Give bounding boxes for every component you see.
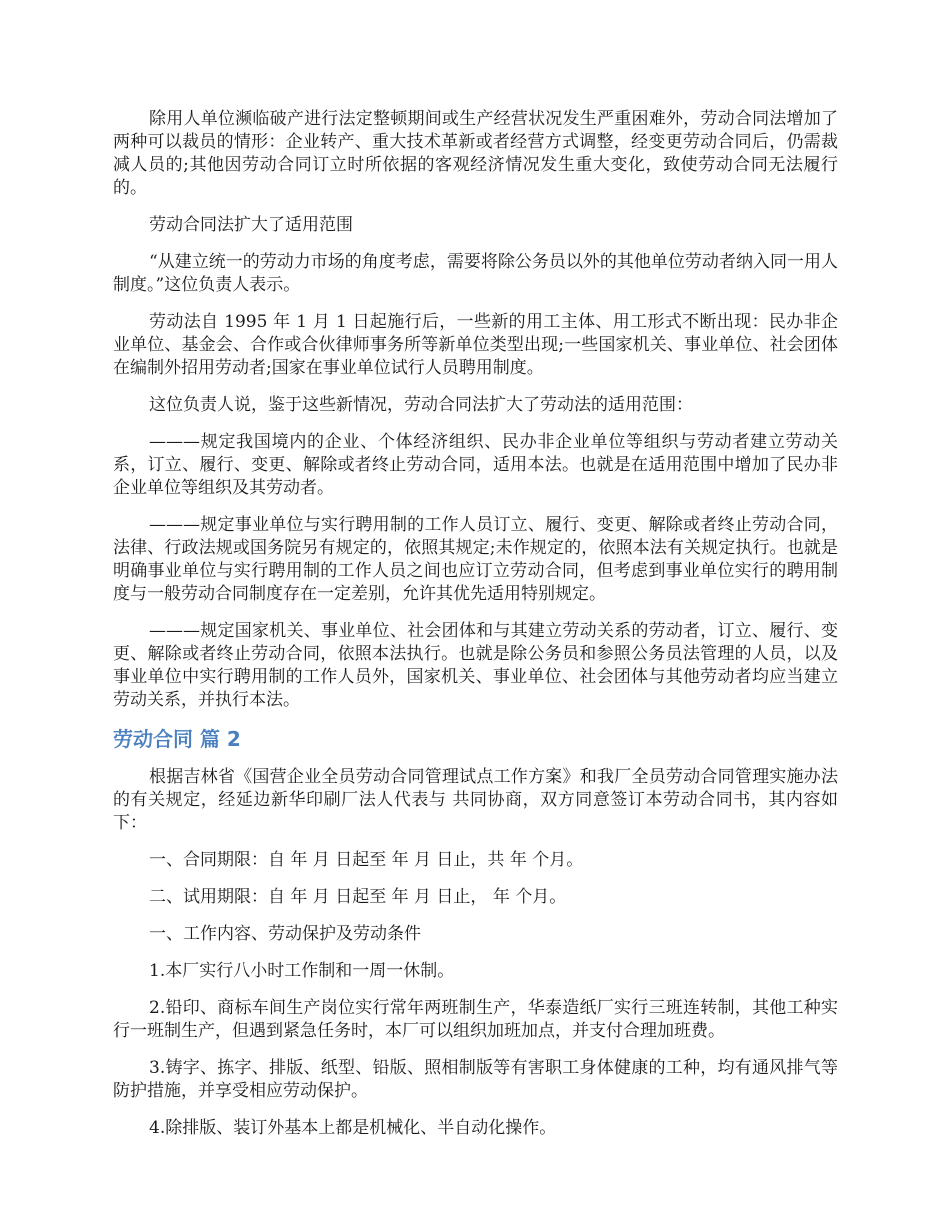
paragraph-scope-expanded: 劳动合同法扩大了适用范围: [149, 215, 353, 235]
paragraph-scope-public-institutions: ———规定事业单位与实行聘用制的工作人员订立、履行、变更、解除或者终止劳动合同，法律、行政法规或国务院另有规定的，依照其规定;未作规定的，依照本法有关规定执行。也就是明确事业单位与实行聘用制的工作人员之间也应订立劳动合同，但考虑到事业单位实行的聘用制度与一般劳动合同制度存在一定差别，允许其优先适用特别规定。: [113, 515, 838, 604]
paragraph-layoff-conditions: 除用人单位濒临破产进行法定整顿期间或生产经营状况发生严重困难外，劳动合同法增加了两种可以裁员的情形：企业转产、重大技术革新或者经营方式调整，经变更劳动合同后，仍需裁减人员的;其他因劳动合同订立时所依据的客观经济情况发生重大变化，致使劳动合同无法履行的。: [113, 109, 838, 198]
paragraph-labor-law-history: 劳动法自 1995 年 1 月 1 日起施行后，一些新的用工主体、用工形式不断出现：民办非企业单位、基金会、合作或合伙律师事务所等新单位类型出现;一些国家机关、事业单位、社会团体在编制外招用劳动者;国家在事业单位试行人员聘用制度。: [113, 312, 838, 378]
paragraph-item-4: 4.除排版、装订外基本上都是机械化、半自动化操作。: [149, 1118, 557, 1138]
paragraph-official-quote: “从建立统一的劳动力市场的角度考虑，需要将除公务员以外的其他单位劳动者纳入同一用人制度。”这位负责人表示。: [113, 252, 838, 295]
section-heading: 劳动合同 篇 2: [113, 727, 241, 751]
paragraph-probation-term: 二、试用期限：自 年 月 日起至 年 月 日止， 年 个月。: [149, 887, 567, 907]
paragraph-item-1: 1.本厂实行八小时工作制和一周一休制。: [149, 961, 455, 981]
paragraph-contract-intro: 根据吉林省《国营企业全员劳动合同管理试点工作方案》和我厂全员劳动合同管理实施办法的有关规定，经延边新华印刷厂法人代表与 共同协商，双方同意签订本劳动合同书，其内容如下：: [113, 767, 838, 833]
paragraph-item-3: 3.铸字、拣字、排版、纸型、铅版、照相制版等有害职工身体健康的工种，均有通风排气等防护措施，并享受相应劳动保护。: [113, 1058, 838, 1101]
paragraph-official-statement: 这位负责人说，鉴于这些新情况，劳动合同法扩大了劳动法的适用范围：: [149, 395, 693, 415]
paragraph-contract-term: 一、合同期限：自 年 月 日起至 年 月 日止，共 年 个月。: [149, 850, 584, 870]
paragraph-item-2: 2.铅印、商标车间生产岗位实行常年两班制生产，华泰造纸厂实行三班连转制，其他工种实行一班制生产，但遇到紧急任务时，本厂可以组织加班加点，并支付合理加班费。: [113, 998, 838, 1041]
paragraph-scope-enterprises: ———规定我国境内的企业、个体经济组织、民办非企业单位等组织与劳动者建立劳动关系，订立、履行、变更、解除或者终止劳动合同，适用本法。也就是在适用范围中增加了民办非企业单位等组织及其劳动者。: [113, 432, 838, 498]
paragraph-work-conditions-heading: 一、工作内容、劳动保护及劳动条件: [149, 924, 421, 944]
document-page: [113, 108, 838, 1154]
paragraph-scope-state-organs: ———规定国家机关、事业单位、社会团体和与其建立劳动关系的劳动者，订立、履行、变更、解除或者终止劳动合同，依照本法执行。也就是除公务员和参照公务员法管理的人员，以及事业单位中实行聘用制的工作人员外，国家机关、事业单位、社会团体与其他劳动者均应当建立劳动关系，并执行本法。: [113, 621, 838, 710]
